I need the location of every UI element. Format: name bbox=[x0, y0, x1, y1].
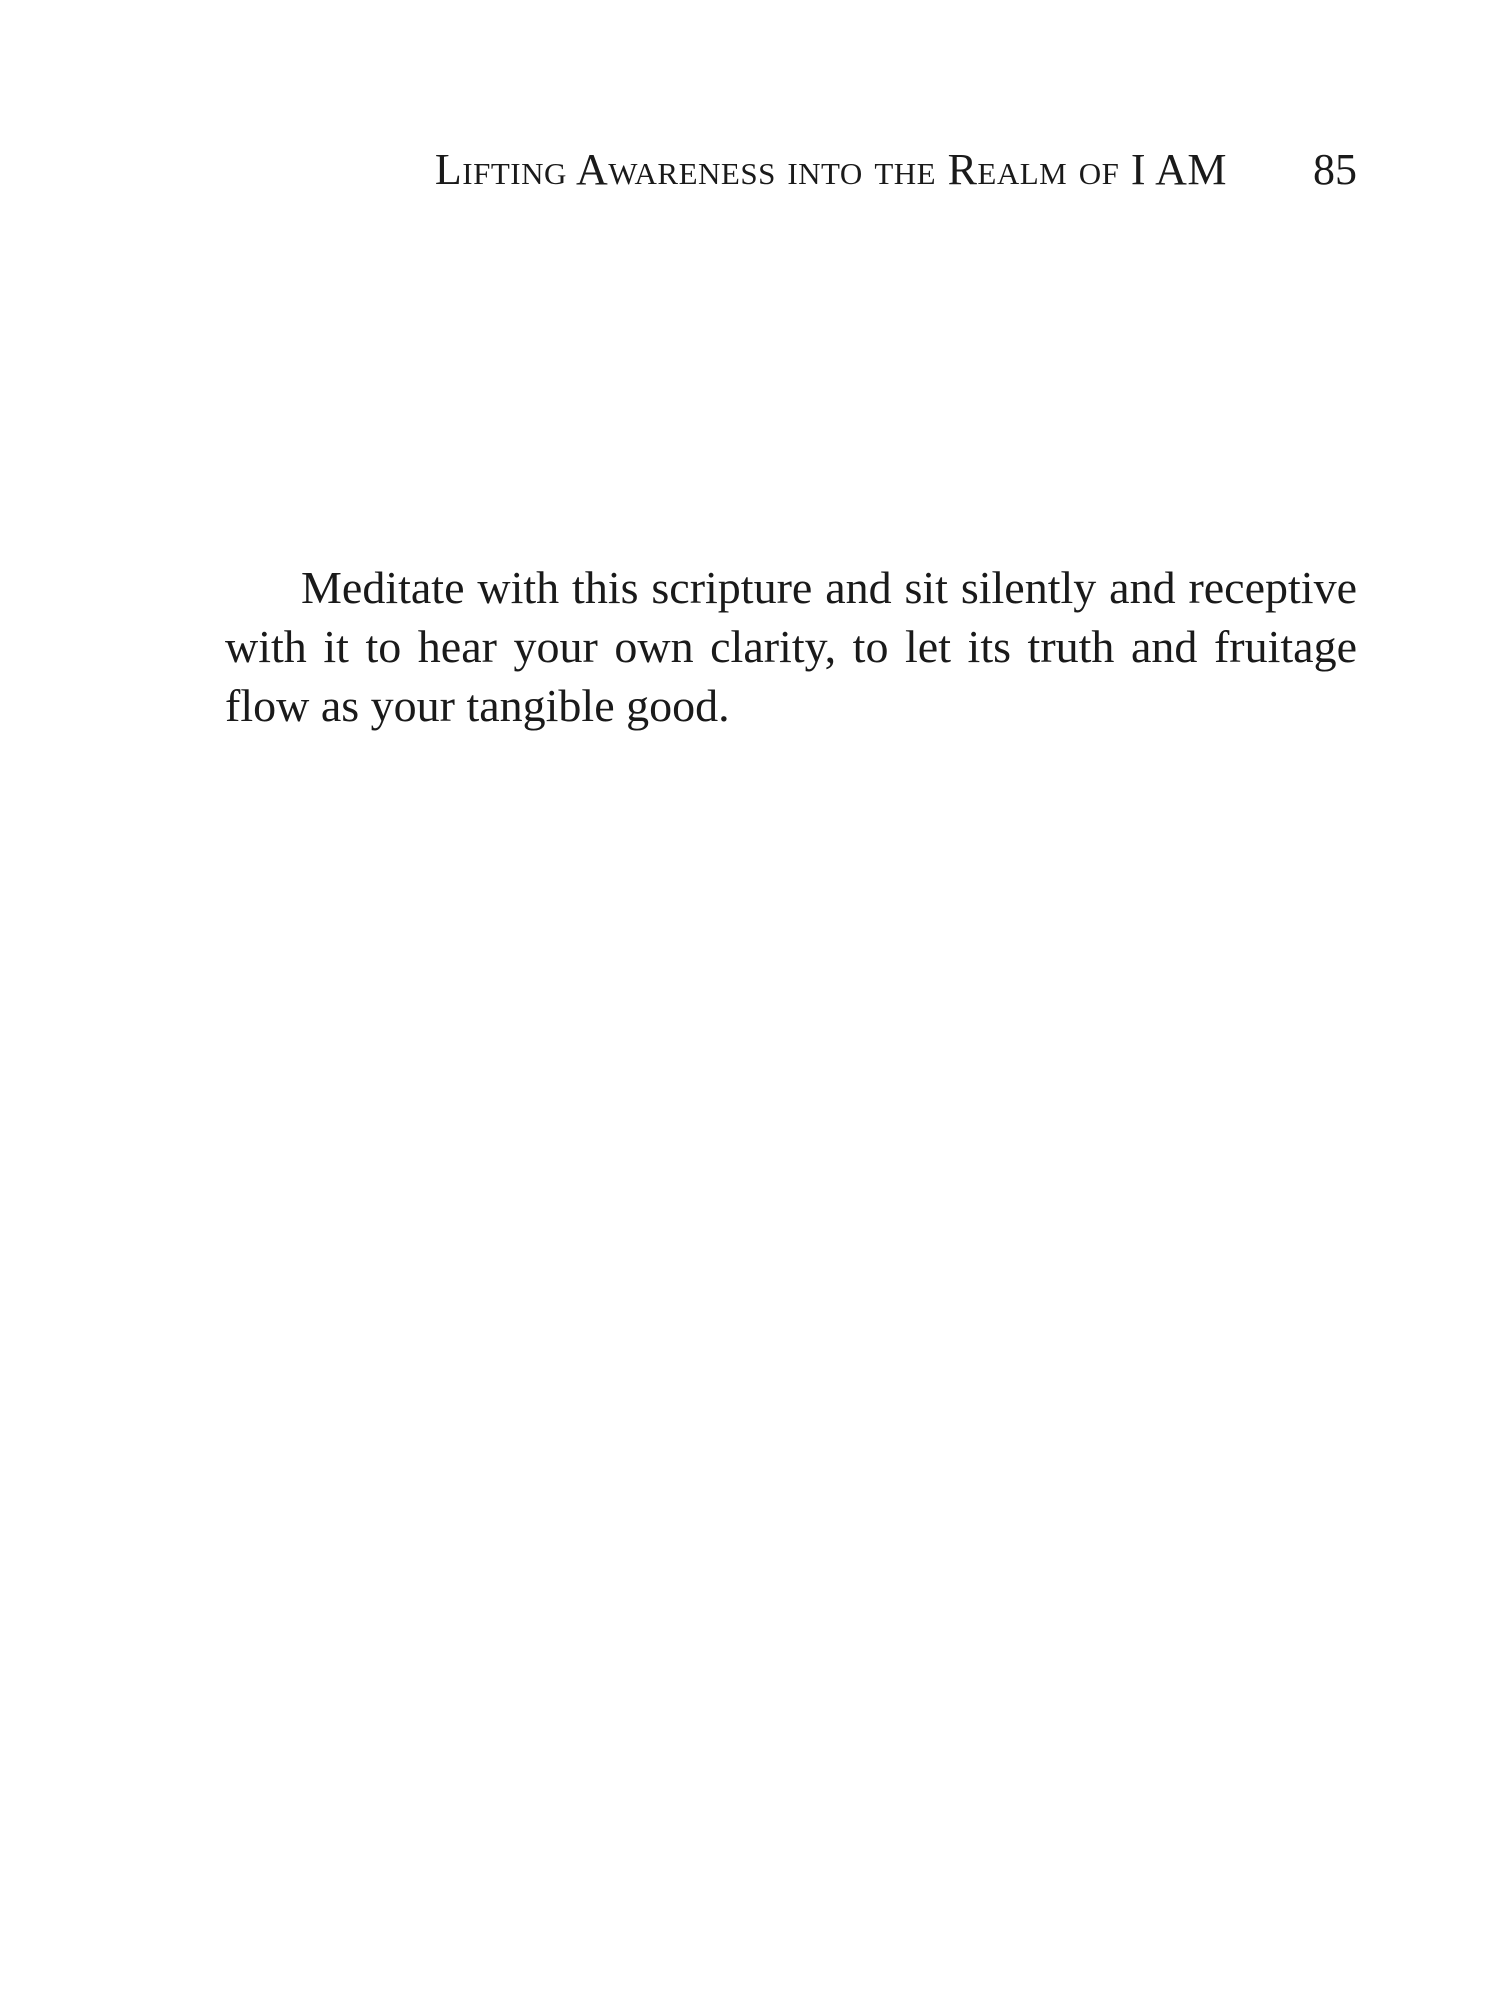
running-title: Lifting Awareness into the Realm of I AM bbox=[434, 145, 1227, 194]
body-paragraph: Meditate with this scripture and sit silently and receptive with it to hear your own clarity, to let its truth and fruitage flow as your tangible good. bbox=[225, 562, 1357, 731]
page-number: 85 bbox=[1313, 145, 1357, 194]
running-header bbox=[225, 140, 1357, 200]
